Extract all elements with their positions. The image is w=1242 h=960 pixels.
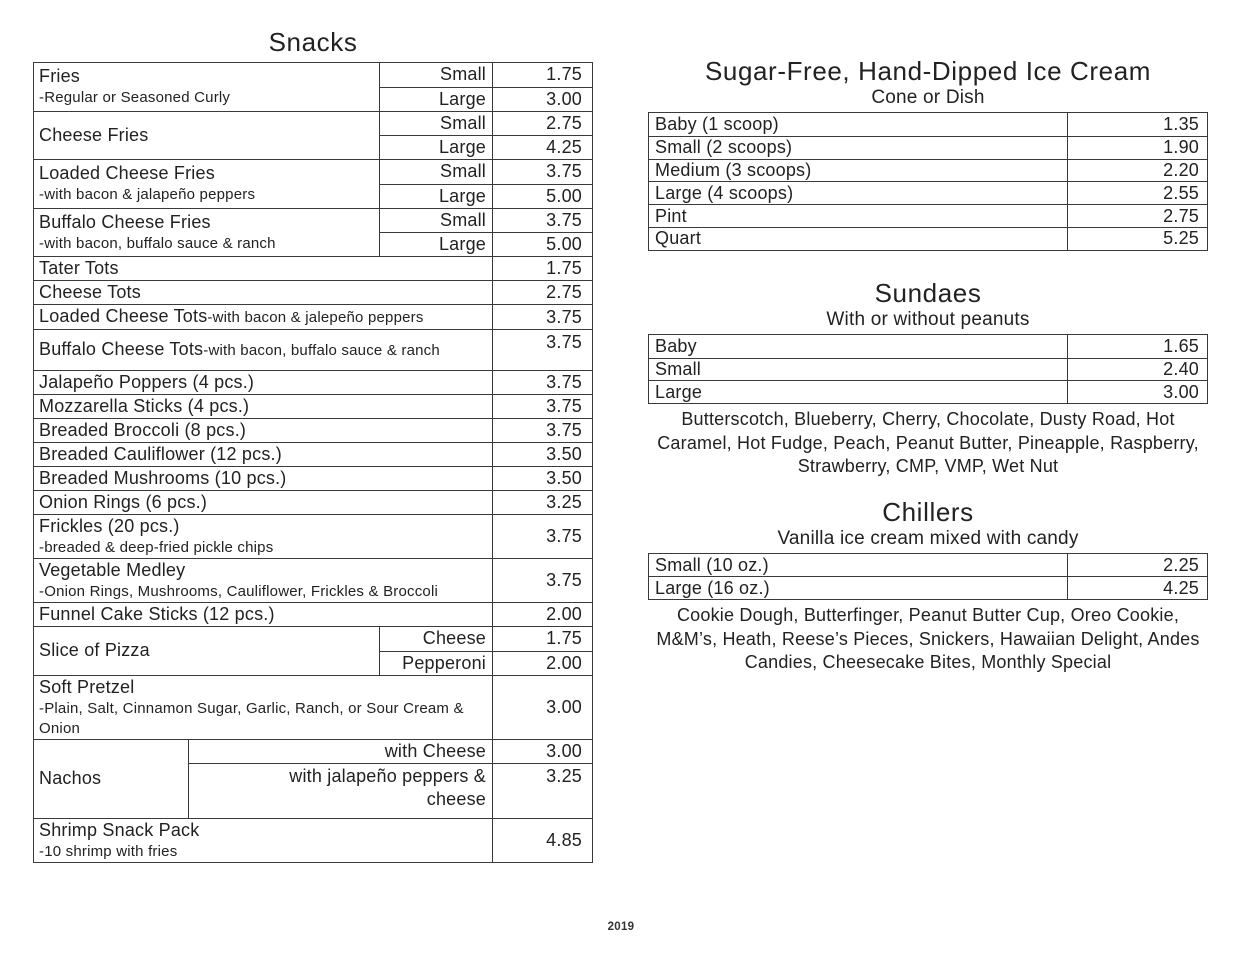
item-name-cell bbox=[34, 257, 492, 280]
item-name: Large bbox=[655, 381, 703, 402]
price: 2.00 bbox=[492, 603, 592, 626]
item-name-cell bbox=[34, 160, 379, 208]
variant-row bbox=[379, 160, 592, 184]
price: 3.75 bbox=[492, 515, 592, 558]
price: 3.75 bbox=[492, 160, 592, 184]
item-name: Cheese Fries bbox=[39, 124, 149, 145]
menu-row-shrimp-snack-pack bbox=[34, 819, 592, 862]
item-desc: -with bacon & jalapeño peppers bbox=[39, 186, 256, 204]
variant-row bbox=[379, 627, 592, 651]
size-label bbox=[379, 112, 492, 136]
price: 1.35 bbox=[1067, 113, 1207, 136]
item-name: Breaded Cauliflower (12 pcs.) bbox=[39, 444, 282, 464]
chillers-table bbox=[648, 553, 1208, 601]
variant-row bbox=[379, 651, 592, 675]
price: 4.85 bbox=[492, 819, 592, 862]
size-label bbox=[379, 88, 492, 111]
menu-row-breaded-cauliflower bbox=[34, 443, 592, 467]
menu-row-buffalo-cheese-fries bbox=[34, 209, 592, 258]
price: 3.25 bbox=[492, 764, 592, 818]
menu-row-cheese-tots bbox=[34, 281, 592, 305]
price: 3.75 bbox=[492, 209, 592, 233]
item-name-cell bbox=[34, 330, 492, 370]
ice-cream-title: Sugar-Free, Hand-Dipped Ice Cream bbox=[704, 56, 1152, 86]
price: 5.00 bbox=[492, 185, 592, 208]
page-year: 2019 bbox=[607, 921, 635, 933]
variant-row bbox=[379, 87, 592, 111]
item-name-cell bbox=[34, 603, 492, 626]
table-row bbox=[649, 181, 1207, 204]
size-label-text: Small bbox=[439, 209, 486, 230]
size-label bbox=[379, 160, 492, 184]
table-row bbox=[649, 380, 1207, 403]
variant-label-text: with jalapeño peppers & cheese bbox=[289, 766, 486, 809]
table-row bbox=[649, 554, 1207, 577]
price: 3.00 bbox=[492, 88, 592, 111]
item-name: Slice of Pizza bbox=[39, 640, 150, 661]
price: 3.75 bbox=[492, 395, 592, 418]
item-name-cell bbox=[34, 371, 492, 394]
price: 2.20 bbox=[1067, 160, 1207, 182]
item-name: Frickles (20 pcs.) bbox=[39, 516, 180, 536]
price: 1.75 bbox=[492, 63, 592, 87]
table-row bbox=[649, 113, 1207, 136]
item-desc: -10 shrimp with fries bbox=[39, 843, 178, 860]
menu-row-jalapeno-poppers bbox=[34, 371, 592, 395]
menu-row-cheese-fries bbox=[34, 112, 592, 161]
item-name-cell bbox=[34, 395, 492, 418]
price: 3.50 bbox=[492, 443, 592, 466]
menu-row-breaded-mushrooms bbox=[34, 467, 592, 491]
item-name: Vegetable Medley bbox=[39, 560, 186, 580]
item-name: Cheese Tots bbox=[39, 282, 141, 302]
item-desc: -with bacon & jalepeño peppers bbox=[207, 309, 424, 326]
menu-row-mozzarella-sticks bbox=[34, 395, 592, 419]
price: 4.25 bbox=[492, 136, 592, 159]
variant-row bbox=[379, 112, 592, 136]
menu-row-breaded-broccoli bbox=[34, 419, 592, 443]
variant-column bbox=[379, 627, 592, 675]
item-name: Shrimp Snack Pack bbox=[39, 820, 200, 840]
item-name: Tater Tots bbox=[39, 258, 119, 278]
price: 2.75 bbox=[492, 112, 592, 136]
size-label bbox=[379, 136, 492, 159]
table-row bbox=[649, 159, 1207, 182]
item-name: Quart bbox=[655, 228, 702, 249]
variant-label-text: Cheese bbox=[422, 628, 486, 649]
variant-label bbox=[379, 627, 492, 651]
table-row bbox=[649, 204, 1207, 227]
item-name: Baby bbox=[655, 335, 697, 356]
variant-label bbox=[379, 652, 492, 675]
item-name-text: Loaded Cheese Tots bbox=[39, 306, 208, 326]
price: 1.75 bbox=[492, 257, 592, 280]
chillers-subtitle: Vanilla ice cream mixed with candy bbox=[777, 527, 1079, 549]
price: 3.75 bbox=[492, 419, 592, 442]
variant-row bbox=[379, 184, 592, 208]
item-name-cell bbox=[34, 112, 379, 160]
item-name: Small bbox=[655, 358, 702, 379]
item-name: Buffalo Cheese Fries bbox=[39, 211, 211, 232]
item-name: Baby (1 scoop) bbox=[655, 113, 779, 134]
variant-column bbox=[379, 160, 592, 208]
size-label-text: Large bbox=[438, 137, 486, 157]
price: 2.75 bbox=[492, 281, 592, 304]
price: 3.75 bbox=[492, 330, 592, 370]
item-name: Breaded Broccoli (8 pcs.) bbox=[39, 420, 247, 440]
item-name: Pint bbox=[655, 205, 687, 226]
price: 3.50 bbox=[492, 467, 592, 490]
menu-row-tater-tots bbox=[34, 257, 592, 281]
item-name-cell bbox=[34, 491, 492, 514]
item-desc: -Onion Rings, Mushrooms, Cauliflower, Frickles & Broccoli bbox=[39, 583, 439, 600]
item-name: Nachos bbox=[39, 768, 102, 789]
item-name: Mozzarella Sticks (4 pcs.) bbox=[39, 396, 250, 416]
ice-cream-subtitle: Cone or Dish bbox=[871, 87, 985, 108]
item-name-cell bbox=[34, 627, 379, 675]
item-desc: -with bacon, buffalo sauce & ranch bbox=[39, 234, 276, 252]
price: 3.00 bbox=[1067, 381, 1207, 403]
menu-row-buffalo-cheese-tots bbox=[34, 330, 592, 371]
table-row bbox=[649, 576, 1207, 599]
item-name-cell bbox=[34, 740, 188, 819]
chillers-section bbox=[648, 497, 1208, 675]
table-row bbox=[649, 335, 1207, 358]
table-row bbox=[649, 136, 1207, 159]
size-label bbox=[379, 63, 492, 87]
variant-row bbox=[188, 763, 592, 818]
item-name-cell bbox=[34, 559, 492, 602]
item-name-cell bbox=[34, 676, 492, 739]
item-desc: -Regular or Seasoned Curly bbox=[39, 89, 231, 107]
item-desc: -Plain, Salt, Cinnamon Sugar, Garlic, Ranch, or Sour Cream & Onion bbox=[39, 699, 464, 737]
price: 3.75 bbox=[492, 559, 592, 602]
table-row bbox=[649, 358, 1207, 381]
item-name bbox=[39, 305, 487, 329]
item-name: Loaded Cheese Fries bbox=[39, 163, 215, 184]
item-name-cell bbox=[34, 305, 492, 329]
ice-cream-table bbox=[648, 112, 1208, 251]
variant-column bbox=[379, 63, 592, 111]
snacks-section bbox=[33, 27, 593, 863]
size-label-text: Small bbox=[439, 64, 486, 85]
sundae-flavors-list: Butterscotch, Blueberry, Cherry, Chocolate, Dusty Road, Hot Caramel, Hot Fudge, Peach, Peanut Butter, Pineapple, Raspberry, Strawberry, CMP, VMP, Wet Nut bbox=[657, 409, 1199, 477]
menu-row-slice-of-pizza bbox=[34, 627, 592, 676]
item-name-cell bbox=[34, 467, 492, 490]
chillers-title: Chillers bbox=[882, 496, 974, 527]
item-name bbox=[39, 338, 487, 362]
size-label-text: Small bbox=[439, 161, 486, 182]
menu-row-onion-rings bbox=[34, 491, 592, 515]
price: 3.25 bbox=[492, 491, 592, 514]
variant-column bbox=[379, 209, 592, 257]
variant-row bbox=[379, 209, 592, 233]
variant-label bbox=[188, 764, 492, 818]
sundaes-table bbox=[648, 334, 1208, 404]
size-label bbox=[379, 185, 492, 208]
item-name: Funnel Cake Sticks (12 pcs.) bbox=[39, 604, 275, 624]
menu-row-soft-pretzel bbox=[34, 676, 592, 740]
price: 2.40 bbox=[1067, 359, 1207, 381]
item-name: Large (16 oz.) bbox=[655, 577, 770, 598]
price: 3.75 bbox=[492, 305, 592, 329]
size-label-text: Large bbox=[438, 185, 486, 206]
price: 2.55 bbox=[1067, 182, 1207, 204]
variant-row bbox=[379, 135, 592, 159]
price: 2.25 bbox=[1067, 554, 1207, 577]
variant-label-text: with Cheese bbox=[384, 740, 486, 761]
price: 3.00 bbox=[492, 740, 592, 764]
size-label bbox=[379, 209, 492, 233]
variant-row bbox=[379, 232, 592, 256]
price: 5.25 bbox=[1067, 228, 1207, 250]
price: 1.90 bbox=[1067, 137, 1207, 159]
table-row bbox=[649, 227, 1207, 250]
snacks-title: Snacks bbox=[268, 27, 358, 57]
item-name: Fries bbox=[39, 66, 80, 87]
price: 1.75 bbox=[492, 627, 592, 651]
menu-row-loaded-cheese-tots bbox=[34, 305, 592, 330]
sundaes-section bbox=[648, 278, 1208, 479]
variant-label-text: Pepperoni bbox=[402, 652, 486, 673]
price: 5.00 bbox=[492, 233, 592, 256]
variant-row bbox=[379, 63, 592, 87]
variant-label bbox=[188, 740, 492, 764]
item-name-cell bbox=[34, 209, 379, 257]
menu-row-vegetable-medley bbox=[34, 559, 592, 603]
size-label bbox=[379, 233, 492, 256]
item-name: Small (2 scoops) bbox=[655, 137, 793, 158]
size-label-text: Large bbox=[438, 234, 486, 254]
price: 3.75 bbox=[492, 371, 592, 394]
item-name: Breaded Mushrooms (10 pcs.) bbox=[39, 468, 287, 488]
size-label-text: Large bbox=[438, 88, 486, 109]
menu-row-frickles bbox=[34, 515, 592, 559]
chiller-mixins-list: Cookie Dough, Butterfinger, Peanut Butter Cup, Oreo Cookie, M&M’s, Heath, Reese’s Pieces, Snickers, Hawaiian Delight, Andes Candies, Cheesecake Bites, Monthly Special bbox=[656, 605, 1200, 673]
item-desc: -breaded & deep-fried pickle chips bbox=[39, 539, 274, 556]
item-name-cell bbox=[34, 515, 492, 558]
price: 2.75 bbox=[1067, 205, 1207, 227]
right-column bbox=[648, 56, 1208, 675]
item-name: Small (10 oz.) bbox=[655, 554, 769, 575]
ice-cream-section bbox=[648, 56, 1208, 251]
variant-row bbox=[188, 740, 592, 764]
item-name: Jalapeño Poppers (4 pcs.) bbox=[39, 372, 255, 392]
sundaes-subtitle: With or without peanuts bbox=[826, 308, 1030, 330]
item-name-cell bbox=[34, 63, 379, 111]
price: 4.25 bbox=[1067, 577, 1207, 599]
item-name-cell bbox=[34, 443, 492, 466]
price: 1.65 bbox=[1067, 335, 1207, 358]
item-name: Onion Rings (6 pcs.) bbox=[39, 492, 208, 512]
variant-column bbox=[188, 740, 592, 819]
item-name-cell bbox=[34, 281, 492, 304]
item-name: Medium (3 scoops) bbox=[655, 159, 812, 180]
sundaes-title: Sundaes bbox=[874, 277, 982, 308]
menu-row-fries bbox=[34, 63, 592, 112]
menu-row-nachos bbox=[34, 740, 592, 820]
price: 3.00 bbox=[492, 676, 592, 739]
variant-column bbox=[379, 112, 592, 160]
item-name-cell bbox=[34, 819, 492, 862]
menu-row-loaded-cheese-fries bbox=[34, 160, 592, 209]
size-label-text: Small bbox=[439, 112, 486, 133]
item-name: Soft Pretzel bbox=[39, 676, 135, 697]
item-desc: -with bacon, buffalo sauce & ranch bbox=[203, 342, 440, 359]
item-name-cell bbox=[34, 419, 492, 442]
snacks-table bbox=[33, 62, 593, 863]
price: 2.00 bbox=[492, 652, 592, 675]
item-name-text: Buffalo Cheese Tots bbox=[39, 339, 204, 359]
menu-row-funnel-cake-sticks bbox=[34, 603, 592, 627]
item-name: Large (4 scoops) bbox=[655, 182, 794, 203]
